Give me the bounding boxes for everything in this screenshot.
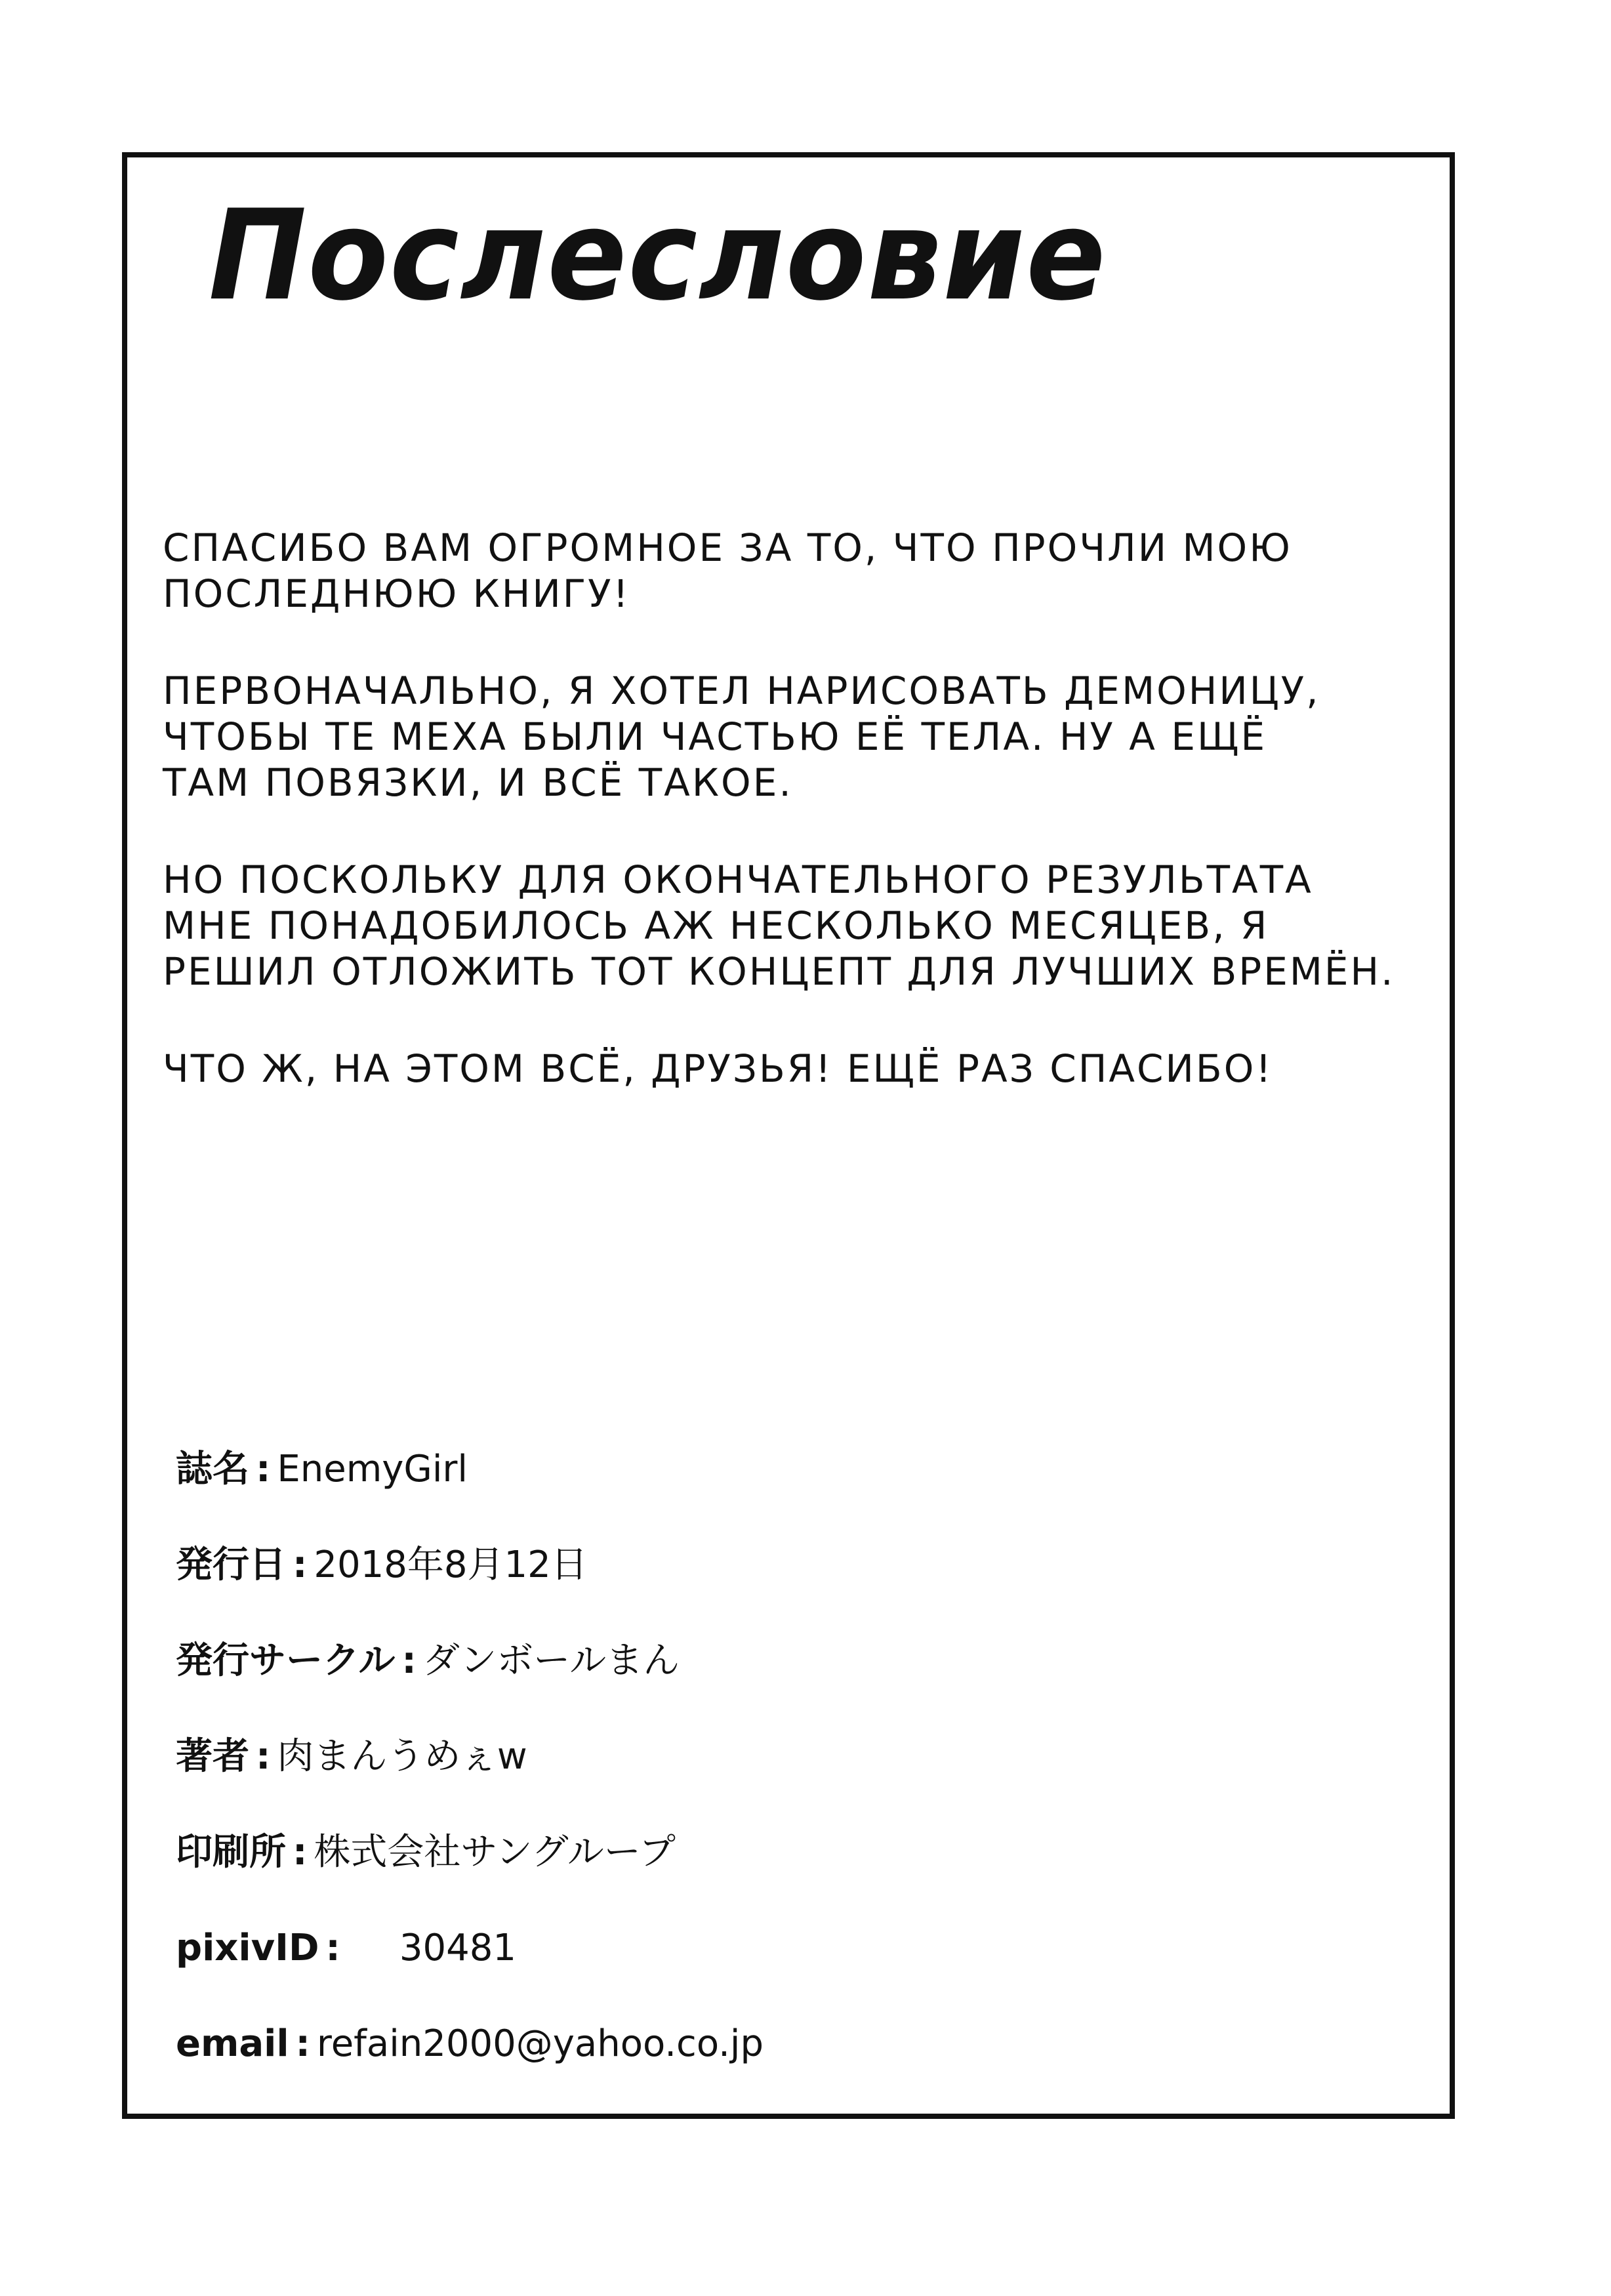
colophon-separator: : bbox=[293, 1831, 308, 1874]
colophon-row-date bbox=[176, 1539, 1356, 1591]
colophon-value: 株式会社サングループ bbox=[314, 1831, 676, 1874]
paragraph-original-idea: ПЕРВОНАЧАЛЬНО, Я ХОТЕЛ НАРИСОВАТЬ ДЕМОНИЦУ, ЧТОБЫ ТЕ МЕХА БЫЛИ ЧАСТЬЮ ЕЁ ТЕЛА. НУ А ЕЩЁ ТАМ ПОВЯЗКИ, И ВСЁ ТАКОЕ. bbox=[163, 668, 1320, 805]
colophon bbox=[176, 1443, 1356, 2114]
colophon-separator: : bbox=[401, 1639, 417, 1682]
colophon-separator: : bbox=[293, 1544, 308, 1586]
paragraph-thanks: СПАСИБО ВАМ ОГРОМНОЕ ЗА ТО, ЧТО ПРОЧЛИ МОЮ ПОСЛЕДНЮЮ КНИГУ! bbox=[163, 525, 1292, 616]
colophon-value: ダンボールまん bbox=[422, 1639, 680, 1682]
colophon-separator: : bbox=[295, 2022, 310, 2065]
paragraph-postponed: НО ПОСКОЛЬКУ ДЛЯ ОКОНЧАТЕЛЬНОГО РЕЗУЛЬТАТА МНЕ ПОНАДОБИЛОСЬ АЖ НЕСКОЛЬКО МЕСЯЦЕВ, Я РЕШИЛ ОТЛОЖИТЬ ТОТ КОНЦЕПТ ДЛЯ ЛУЧШИХ ВРЕМЁН. bbox=[163, 857, 1395, 994]
paragraph-closing: ЧТО Ж, НА ЭТОМ ВСЁ, ДРУЗЬЯ! ЕЩЁ РАЗ СПАСИБО! bbox=[163, 1046, 1273, 1091]
afterword-text bbox=[163, 525, 1409, 1143]
colophon-row-pixiv bbox=[176, 1922, 1356, 1975]
colophon-label: 発行日 bbox=[176, 1544, 286, 1586]
colophon-value: refain2000@yahoo.co.jp bbox=[316, 2022, 764, 2065]
colophon-row-author bbox=[176, 1731, 1356, 1783]
colophon-label: 発行サークル bbox=[176, 1639, 396, 1682]
colophon-label: 著者 bbox=[176, 1735, 249, 1778]
colophon-separator: : bbox=[256, 1448, 271, 1490]
colophon-label: email bbox=[176, 2022, 289, 2065]
colophon-label: 誌名 bbox=[176, 1448, 249, 1490]
colophon-row-email bbox=[176, 2018, 1356, 2070]
colophon-row-title bbox=[176, 1443, 1356, 1496]
colophon-separator: : bbox=[256, 1735, 271, 1778]
colophon-value: 2018年8月12日 bbox=[314, 1544, 588, 1586]
colophon-value: EnemyGirl bbox=[277, 1448, 468, 1490]
colophon-label: pixivID bbox=[176, 1927, 319, 1969]
colophon-value: 肉まんうめぇw bbox=[277, 1735, 527, 1778]
colophon-separator: : bbox=[325, 1927, 340, 1969]
colophon-label: 印刷所 bbox=[176, 1831, 286, 1874]
colophon-row-printer bbox=[176, 1826, 1356, 1879]
page-title: Послесловие bbox=[209, 183, 1107, 328]
colophon-value: 30481 bbox=[399, 1927, 516, 1969]
colophon-row-circle bbox=[176, 1635, 1356, 1687]
